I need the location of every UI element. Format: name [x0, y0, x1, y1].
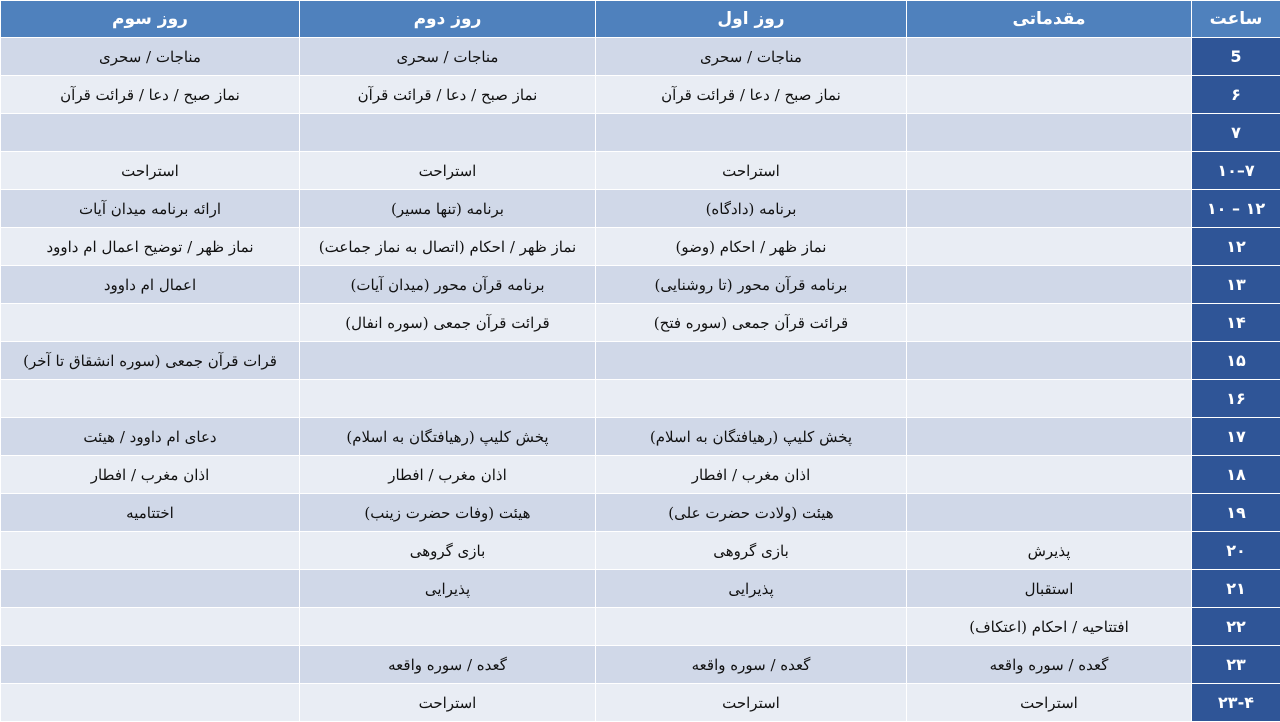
schedule-cell-intro	[907, 304, 1192, 342]
schedule-cell-intro: استقبال	[907, 570, 1192, 608]
hour-cell: ۱۹	[1192, 494, 1280, 532]
schedule-cell-intro	[907, 342, 1192, 380]
schedule-cell-day3	[1, 570, 300, 608]
schedule-cell-day1: مناجات / سحری	[596, 38, 907, 76]
schedule-cell-intro	[907, 76, 1192, 114]
schedule-cell-day2	[300, 342, 596, 380]
schedule-cell-intro: افتتاحیه / احکام (اعتکاف)	[907, 608, 1192, 646]
schedule-cell-day2: گعده / سوره واقعه	[300, 646, 596, 684]
schedule-cell-day1: هیئت (ولادت حضرت علی)	[596, 494, 907, 532]
table-row	[1, 76, 1280, 114]
schedule-cell-day2: برنامه (تنها مسیر)	[300, 190, 596, 228]
table-row	[1, 152, 1280, 190]
table-row	[1, 38, 1280, 76]
schedule-cell-day3	[1, 646, 300, 684]
schedule-cell-day2: هیئت (وفات حضرت زینب)	[300, 494, 596, 532]
table-row	[1, 304, 1280, 342]
schedule-cell-day1: برنامه (دادگاه)	[596, 190, 907, 228]
schedule-cell-day2: پذیرایی	[300, 570, 596, 608]
header-day1: روز اول	[596, 1, 907, 38]
table-row	[1, 570, 1280, 608]
schedule-cell-intro: پذیرش	[907, 532, 1192, 570]
header-day3: روز سوم	[1, 1, 300, 38]
schedule-cell-day2: استراحت	[300, 684, 596, 722]
hour-cell: ۱۶	[1192, 380, 1280, 418]
schedule-cell-day3	[1, 608, 300, 646]
schedule-cell-day2	[300, 380, 596, 418]
hour-cell: 5	[1192, 38, 1280, 76]
table-row	[1, 532, 1280, 570]
schedule-cell-day2: نماز ظهر / احکام (اتصال به نماز جماعت)	[300, 228, 596, 266]
schedule-cell-intro	[907, 228, 1192, 266]
header-intro: مقدماتی	[907, 1, 1192, 38]
schedule-cell-day2: قرائت قرآن جمعی (سوره انفال)	[300, 304, 596, 342]
schedule-cell-day1	[596, 608, 907, 646]
schedule-cell-day3: اعمال ام داوود	[1, 266, 300, 304]
hour-cell: ۷	[1192, 114, 1280, 152]
table-row	[1, 456, 1280, 494]
schedule-cell-day3	[1, 380, 300, 418]
hour-cell: ۱۷	[1192, 418, 1280, 456]
schedule-cell-day2: بازی گروهی	[300, 532, 596, 570]
schedule-cell-day3	[1, 532, 300, 570]
schedule-cell-day3	[1, 304, 300, 342]
schedule-cell-day2: نماز صبح / دعا / قرائت قرآن	[300, 76, 596, 114]
table-row	[1, 608, 1280, 646]
schedule-cell-day3: اذان مغرب / افطار	[1, 456, 300, 494]
hour-cell: ۲۳-۴	[1192, 684, 1280, 722]
schedule-cell-day2: استراحت	[300, 152, 596, 190]
hour-cell: ۱۵	[1192, 342, 1280, 380]
schedule-cell-intro	[907, 266, 1192, 304]
schedule-cell-day1: استراحت	[596, 684, 907, 722]
table-row	[1, 646, 1280, 684]
schedule-cell-day1: استراحت	[596, 152, 907, 190]
hour-cell: ۱۴	[1192, 304, 1280, 342]
schedule-cell-day3: ارائه برنامه میدان آیات	[1, 190, 300, 228]
hour-cell: ۲۳	[1192, 646, 1280, 684]
schedule-cell-day3: استراحت	[1, 152, 300, 190]
schedule-cell-day1: پخش کلیپ (رهیافتگان به اسلام)	[596, 418, 907, 456]
hour-cell: ۲۱	[1192, 570, 1280, 608]
schedule-cell-day1: گعده / سوره واقعه	[596, 646, 907, 684]
table-row	[1, 190, 1280, 228]
schedule-cell-day2: مناجات / سحری	[300, 38, 596, 76]
schedule-cell-day2: اذان مغرب / افطار	[300, 456, 596, 494]
table-row	[1, 114, 1280, 152]
schedule-cell-intro	[907, 38, 1192, 76]
table-row	[1, 684, 1280, 722]
schedule-cell-day2	[300, 608, 596, 646]
schedule-cell-intro	[907, 456, 1192, 494]
hour-cell: ۱۳	[1192, 266, 1280, 304]
schedule-cell-day1: پذیرایی	[596, 570, 907, 608]
schedule-cell-day1: قرائت قرآن جمعی (سوره فتح)	[596, 304, 907, 342]
header-row	[1, 1, 1280, 38]
schedule-cell-intro: استراحت	[907, 684, 1192, 722]
table-row	[1, 380, 1280, 418]
hour-cell: ۲۰	[1192, 532, 1280, 570]
hour-cell: ۶	[1192, 76, 1280, 114]
table-row	[1, 494, 1280, 532]
schedule-cell-day1	[596, 342, 907, 380]
schedule-cell-day2: برنامه قرآن محور (میدان آیات)	[300, 266, 596, 304]
schedule-cell-day2: پخش کلیپ (رهیافتگان به اسلام)	[300, 418, 596, 456]
table-row	[1, 418, 1280, 456]
schedule-cell-intro	[907, 152, 1192, 190]
schedule-cell-intro	[907, 114, 1192, 152]
schedule-body	[1, 38, 1280, 722]
schedule-cell-day1	[596, 380, 907, 418]
hour-cell: ۱۸	[1192, 456, 1280, 494]
schedule-cell-day2	[300, 114, 596, 152]
schedule-cell-day1: بازی گروهی	[596, 532, 907, 570]
schedule-cell-day3	[1, 684, 300, 722]
schedule-cell-intro	[907, 190, 1192, 228]
table-row	[1, 228, 1280, 266]
table-row	[1, 342, 1280, 380]
schedule-cell-intro: گعده / سوره واقعه	[907, 646, 1192, 684]
hour-cell: ۱۲	[1192, 228, 1280, 266]
schedule-cell-day1: نماز صبح / دعا / قرائت قرآن	[596, 76, 907, 114]
schedule-cell-day1: اذان مغرب / افطار	[596, 456, 907, 494]
schedule-cell-intro	[907, 380, 1192, 418]
hour-cell: ۲۲	[1192, 608, 1280, 646]
schedule-cell-day3: نماز صبح / دعا / قرائت قرآن	[1, 76, 300, 114]
schedule-cell-day1: برنامه قرآن محور (تا روشنایی)	[596, 266, 907, 304]
schedule-cell-day3: نماز ظهر / توضیح اعمال ام داوود	[1, 228, 300, 266]
schedule-cell-day3: دعای ام داوود / هیئت	[1, 418, 300, 456]
schedule-cell-day3: اختتامیه	[1, 494, 300, 532]
schedule-cell-intro	[907, 494, 1192, 532]
header-hour: ساعت	[1192, 1, 1280, 38]
schedule-cell-day1	[596, 114, 907, 152]
schedule-cell-day3: مناجات / سحری	[1, 38, 300, 76]
schedule-cell-day1: نماز ظهر / احکام (وضو)	[596, 228, 907, 266]
schedule-cell-day3: قرات قرآن جمعی (سوره انشقاق تا آخر)	[1, 342, 300, 380]
schedule-cell-intro	[907, 418, 1192, 456]
table-row	[1, 266, 1280, 304]
hour-cell: ۱۰–۷	[1192, 152, 1280, 190]
hour-cell: ۱۰ – ۱۲	[1192, 190, 1280, 228]
header-day2: روز دوم	[300, 1, 596, 38]
schedule-cell-day3	[1, 114, 300, 152]
